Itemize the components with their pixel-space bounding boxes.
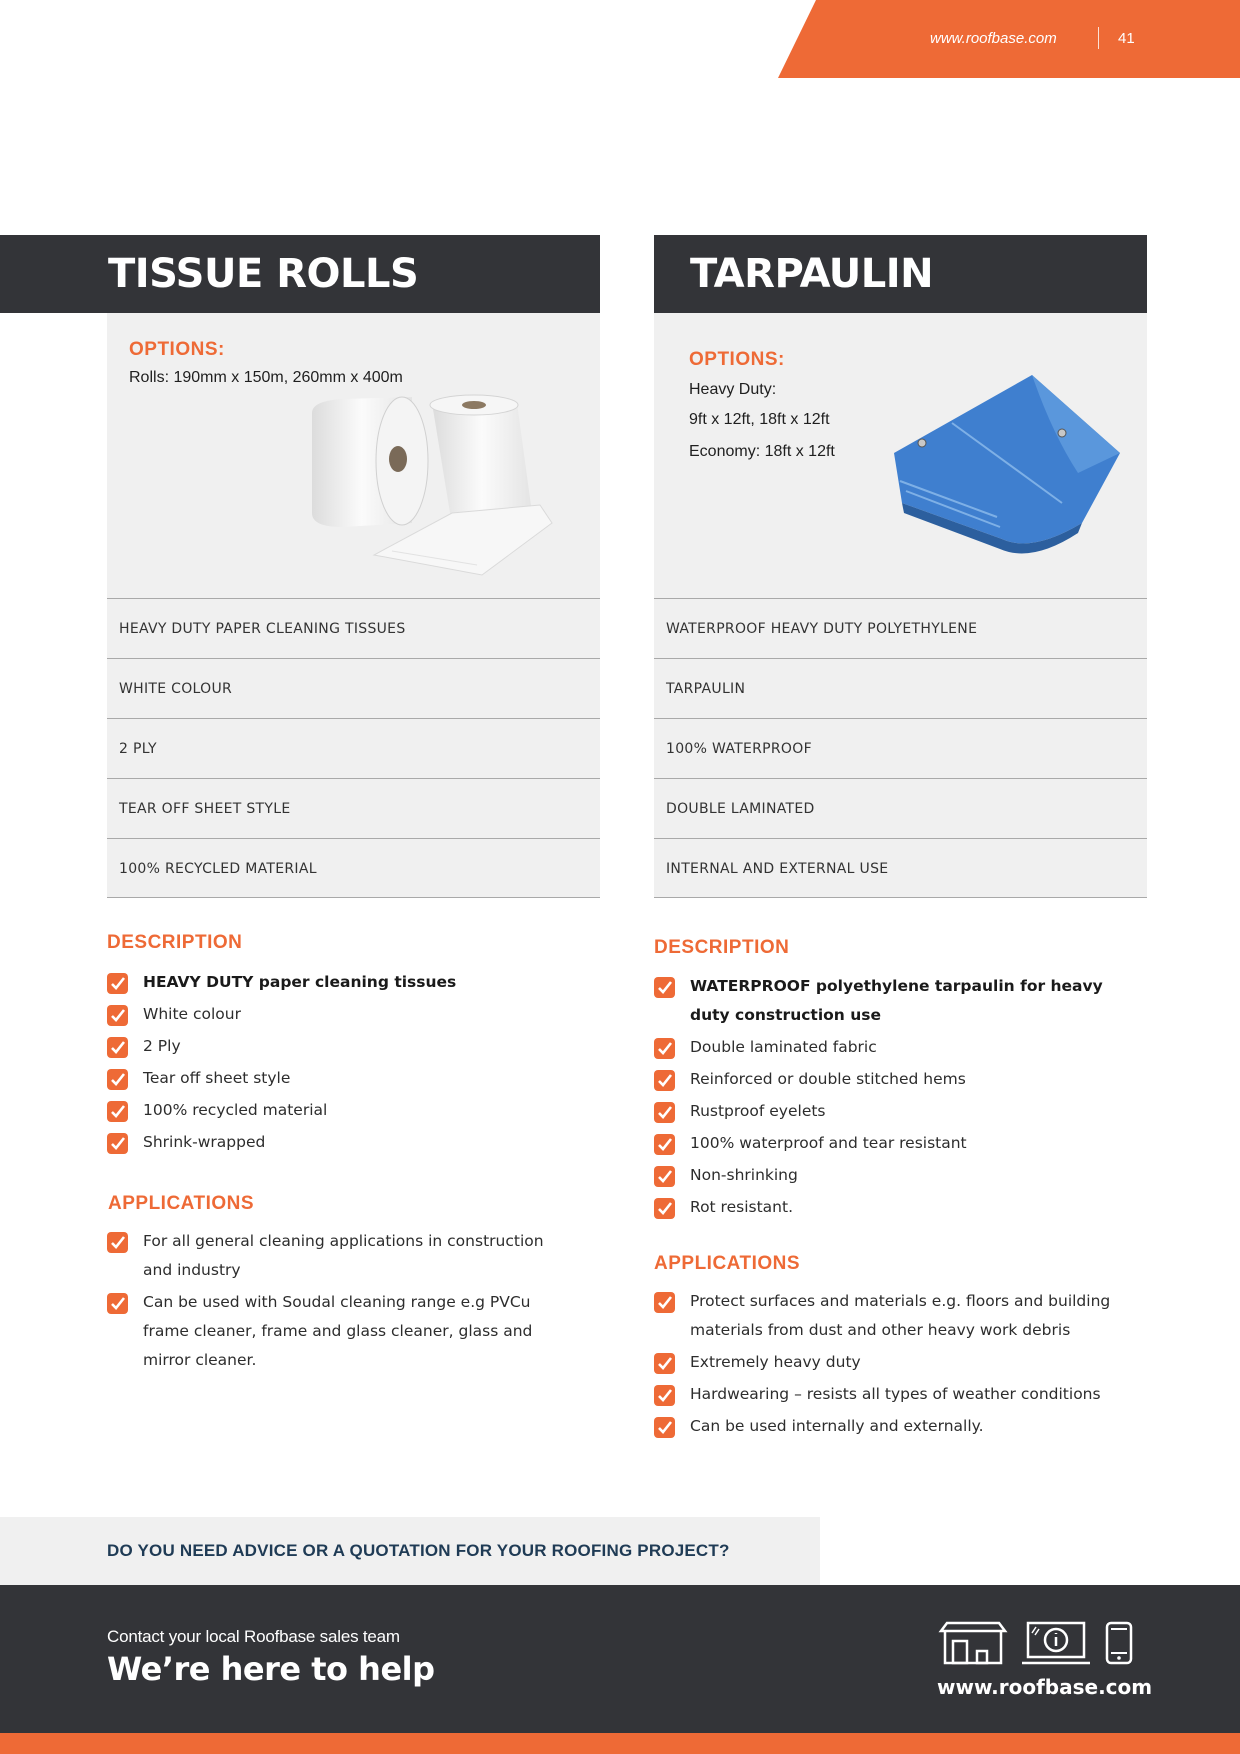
tarpaulin-option-line: Heavy Duty:: [689, 381, 777, 398]
list-item: [107, 1000, 577, 1029]
description-item: Shrink-wrapped: [143, 1133, 266, 1151]
tarpaulin-section: [654, 235, 1147, 898]
description-item: Reinforced or double stitched hems: [690, 1070, 966, 1088]
tissue-features-list: [107, 598, 600, 898]
list-item: [654, 1348, 1134, 1377]
tissue-options-label: OPTIONS:: [129, 339, 225, 360]
tissue-description-label: DESCRIPTION: [107, 932, 243, 953]
tissue-options-panel: [107, 313, 600, 598]
application-item: Hardwearing – resists all types of weather conditions: [690, 1385, 1101, 1403]
tissue-applications-list: [107, 1227, 577, 1378]
advice-text: DO YOU NEED ADVICE OR A QUOTATION FOR YOUR ROOFING PROJECT?: [107, 1541, 730, 1560]
list-item: [654, 1065, 1124, 1094]
contact-line: Contact your local Roofbase sales team: [107, 1627, 400, 1646]
checkbox-icon: [107, 1293, 128, 1314]
footer-accent-bar: [0, 1733, 1240, 1754]
checkbox-icon: [107, 1069, 128, 1090]
feature-row: INTERNAL AND EXTERNAL USE: [654, 838, 1147, 898]
feature-row: TEAR OFF SHEET STYLE: [107, 778, 600, 838]
list-item: [654, 1033, 1124, 1062]
checkbox-icon: [654, 1353, 675, 1374]
tissue-rolls-image: [302, 393, 562, 583]
tissue-option-line: Rolls: 190mm x 150m, 260mm x 400m: [129, 369, 403, 386]
application-item: Protect surfaces and materials e.g. floors and building materials from dust and other heavy work debris: [690, 1292, 1111, 1339]
list-item: [107, 1288, 577, 1375]
feature-row: DOUBLE LAMINATED: [654, 778, 1147, 838]
header-divider: [1098, 27, 1099, 49]
application-item: Extremely heavy duty: [690, 1353, 861, 1371]
description-bold: HEAVY DUTY paper cleaning tissues: [143, 973, 457, 991]
checkbox-icon: [654, 1134, 675, 1155]
description-item: Non-shrinking: [690, 1166, 798, 1184]
list-item: [654, 1161, 1124, 1190]
tarpaulin-image: [882, 363, 1132, 563]
help-line: We’re here to help: [107, 1650, 435, 1688]
feature-row: HEAVY DUTY PAPER CLEANING TISSUES: [107, 598, 600, 658]
tarpaulin-options-panel: [654, 313, 1147, 598]
feature-row: 100% RECYCLED MATERIAL: [107, 838, 600, 898]
checkbox-icon: [107, 1005, 128, 1026]
tarpaulin-options-label: OPTIONS:: [689, 349, 785, 370]
description-item: Rot resistant.: [690, 1198, 793, 1216]
feature-row: 2 PLY: [107, 718, 600, 778]
description-item: 100% waterproof and tear resistant: [690, 1134, 967, 1152]
checkbox-icon: [654, 1417, 675, 1438]
list-item: [107, 1096, 577, 1125]
checkbox-icon: [654, 1166, 675, 1187]
list-item: [107, 1064, 577, 1093]
checkbox-icon: [654, 1070, 675, 1091]
list-item: [107, 1128, 577, 1157]
description-item: Rustproof eyelets: [690, 1102, 826, 1120]
list-item: [654, 1287, 1134, 1345]
checkbox-icon: [654, 977, 675, 998]
list-item: [107, 968, 577, 997]
checkbox-icon: [654, 1385, 675, 1406]
application-item: Can be used with Soudal cleaning range e.g PVCu frame cleaner, frame and glass cleaner, glass and mirror cleaner.: [143, 1293, 533, 1369]
application-item: For all general cleaning applications in construction and industry: [143, 1232, 544, 1279]
store-icon: [937, 1621, 1009, 1665]
checkbox-icon: [654, 1102, 675, 1123]
checkbox-icon: [107, 973, 128, 994]
checkbox-icon: [107, 1101, 128, 1122]
application-item: Can be used internally and externally.: [690, 1417, 984, 1435]
tissue-title: TISSUE ROLLS: [0, 235, 600, 313]
tarpaulin-option-line: 9ft x 12ft, 18ft x 12ft: [689, 411, 830, 428]
list-item: [654, 1097, 1124, 1126]
list-item: [654, 1412, 1134, 1441]
tarpaulin-features-list: [654, 598, 1147, 898]
tarpaulin-title: TARPAULIN: [654, 235, 1147, 313]
feature-row: WATERPROOF HEAVY DUTY POLYETHYLENE: [654, 598, 1147, 658]
tissue-rolls-section: [0, 235, 600, 898]
checkbox-icon: [654, 1038, 675, 1059]
advice-band: [0, 1517, 820, 1585]
checkbox-icon: [107, 1037, 128, 1058]
page-number: 41: [1118, 30, 1135, 47]
list-item: [107, 1227, 577, 1285]
tissue-applications-label: APPLICATIONS: [108, 1193, 255, 1214]
checkbox-icon: [654, 1292, 675, 1313]
checkbox-icon: [107, 1232, 128, 1253]
tarpaulin-option-line: Economy: 18ft x 12ft: [689, 443, 835, 460]
list-item: [107, 1032, 577, 1061]
list-item: [654, 1193, 1124, 1222]
description-bold: WATERPROOF polyethylene tarpaulin for heavy duty construction use: [690, 977, 1103, 1024]
description-item: White colour: [143, 1005, 241, 1023]
footer-url[interactable]: www.roofbase.com: [937, 1675, 1153, 1699]
checkbox-icon: [654, 1198, 675, 1219]
description-item: Tear off sheet style: [143, 1069, 291, 1087]
tarpaulin-description-label: DESCRIPTION: [654, 937, 790, 958]
list-item: [654, 1380, 1134, 1409]
phone-icon: [1104, 1621, 1134, 1665]
list-item: [654, 972, 1124, 1030]
description-item: 2 Ply: [143, 1037, 181, 1055]
tarpaulin-applications-list: [654, 1287, 1134, 1444]
checkbox-icon: [107, 1133, 128, 1154]
feature-row: TARPAULIN: [654, 658, 1147, 718]
tarpaulin-description-list: [654, 972, 1124, 1225]
laptop-info-icon: [1022, 1621, 1090, 1665]
feature-row: WHITE COLOUR: [107, 658, 600, 718]
tarpaulin-applications-label: APPLICATIONS: [654, 1253, 801, 1274]
description-item: 100% recycled material: [143, 1101, 328, 1119]
header-url[interactable]: www.roofbase.com: [930, 30, 1057, 47]
feature-row: 100% WATERPROOF: [654, 718, 1147, 778]
list-item: [654, 1129, 1124, 1158]
description-item: Double laminated fabric: [690, 1038, 877, 1056]
tissue-description-list: [107, 968, 577, 1160]
